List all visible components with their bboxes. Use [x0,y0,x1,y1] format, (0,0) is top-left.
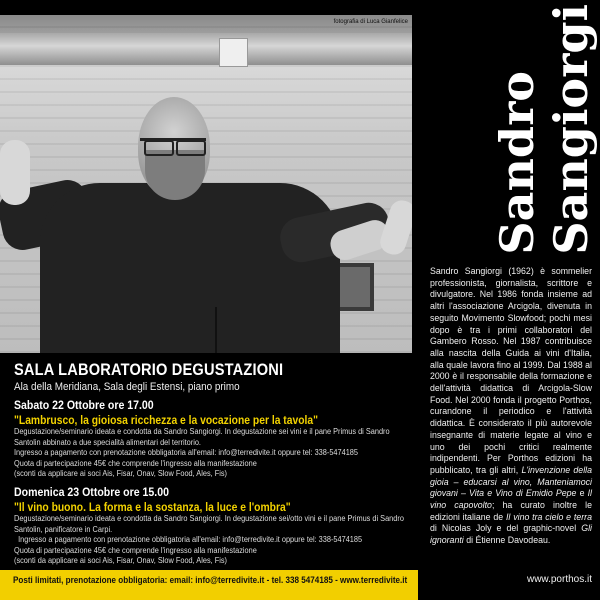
event-date: Sabato 22 Ottobre ore 17.00 [14,398,154,412]
booking-footer-text: Posti limitati, prenotazione obbligatoria: email: info@terredivite.it - tel. 338 5474185 - www.terredivite.it [13,575,408,585]
event-desc-line: Degustazione/seminario ideata e condotta da Sandro Sangiorgi. In degustazione sei vini e il pane Primus di Sandro Santolin abbinato a due specialità alimentari del territorio. [14,427,390,447]
event-date: Domenica 23 Ottobre ore 15.00 [14,485,169,499]
event-discount-line: (sconti da applicare ai soci Ais, Fisar, Onav, Slow Food, Ales, Fis) [14,556,227,566]
photo-left-hand [0,140,30,205]
portrait-photo [0,15,412,353]
bio-text: di Étienne Davodeau. [463,535,551,546]
booking-footer-bar [0,570,418,600]
event-title: "Il vino buono. La forma e la sostanza, la luce e l'ombra" [14,500,291,514]
photo-credit: fotografia di Luca Gianfelice [333,19,408,25]
event-price-line: Quota di partecipazione 45€ che comprende l'ingresso alla manifestazione [14,458,257,468]
event-booking-line: Ingresso a pagamento con prenotazione obbligatoria all'email: info@terredivite.it oppure tel: 338-5474185 [14,535,363,545]
bio-book-title: Il vino tra cielo e terra [505,511,592,522]
event-sunday [14,485,414,567]
bio-text: ; ha curato inoltre le edizioni italiane de [430,500,592,522]
event-title: "Lambrusco, la gioiosa ricchezza e la vocazione per la tavola" [14,413,319,427]
title-last-name: Sangiorgi [544,4,598,255]
event-desc-line: Degustazione/seminario ideata e condotta da Sandro Sangiorgi. In degustazione sei/otto vini e il pane Primus di Sandro Santolin, panificatore in Carpi. [14,514,404,534]
photo-microphone [215,307,217,353]
speaker-bio [430,266,592,547]
bio-book-title: Gli ignoranti [430,523,592,546]
photo-glasses [140,138,206,155]
venue-location: Ala della Meridiana, Sala degli Estensi, piano primo [14,381,240,393]
bio-text: Sandro Sangiorgi (1962) è sommelier professionista, giornalista, scrittore e divulgatore. Nel 1986 fonda insieme ad altri l'associazione Arcigola, divenuta in seguito Movimento Slowfood; pochi mesi dopo è tra i primi collaboratori del Gambero Rosso. Nel 1987 contribuisce alla nascita della Guida ai vini d'Italia, alla quale lavora fino al 1999. Dal 1988 al 2000 è il responsabile della formazione e dell'attività didattica di Arcigola-Slow Food. Nel 2000 fonda il progetto Porthos, curandone il periodico e l'attività didattica. È considerato il più autorevole insegnante di materie legate al vino e uno dei pochi critici realmente indipendenti. Per Porthos edizioni ha pubblicato, tra gli altri, [430,266,592,475]
speaker-name-title [490,4,600,255]
event-description [14,427,410,480]
bio-book-title: L'invenzione della gioia – educarsi al vino, Manteniamoci giovani – Vita e Vino di Emidio Pepe [430,464,592,499]
event-price-line: Quota di partecipazione 45€ che comprende l'ingresso alla manifestazione [14,545,257,555]
porthos-website-link[interactable]: www.porthos.it [526,574,592,585]
event-saturday [14,398,414,480]
photo-pipe [0,33,412,65]
venue-name: SALA LABORATORIO DEGUSTAZIONI [14,360,284,379]
photo-torso [40,183,340,353]
event-discount-line: (sconti da applicare ai soci Ais, Fisar, Onav, Slow Food, Ales, Fis) [14,469,227,479]
bio-book-title: Il vino capovolto [430,488,593,511]
photo-junction-box [219,38,248,67]
event-booking-line: Ingresso a pagamento con prenotazione obbligatoria all'email: info@terredivite.it oppure tel: 338-5474185 [14,448,358,458]
event-description [14,514,410,567]
bio-text: di Nicolas Joly e del graphic-novel [430,523,582,534]
title-first-name: Sandro [490,71,544,255]
bio-text: e [576,488,588,499]
